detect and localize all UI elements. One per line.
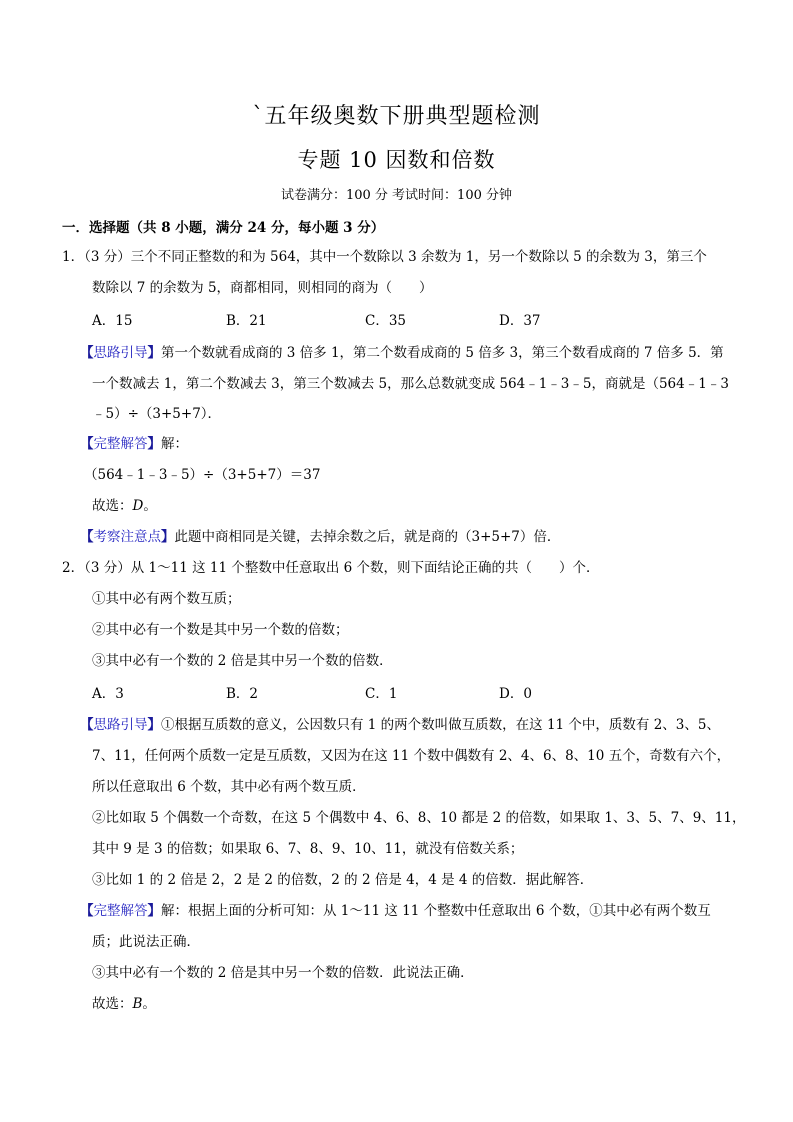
q2-hint-text-1: ①根据互质数的意义，公因数只有 1 的两个数叫做互质数，在这 11 个中，质数有 2、3、5、	[161, 717, 720, 733]
q1-option-b: B．21	[226, 313, 267, 329]
q2-stem-line-1: 2．（3 分）从 1～11 这 11 个整数中任意取出 6 个数，则下面结论正确的共（ ）个．	[62, 560, 600, 576]
hint-label: 思路引导	[93, 345, 148, 361]
q2-option-d: D．0	[499, 686, 532, 702]
document-subtitle: 专题 10 因数和倍数	[297, 148, 496, 172]
q2-solution-text-1: 解：根据上面的分析可知：从 1～11 这 11 个整数中任意取出 6 个数，①其中必有两个数互	[161, 903, 711, 919]
q1-note-line	[80, 527, 560, 547]
q2-statement-2: ②其中必有一个数是其中另一个数的倍数；	[92, 622, 349, 638]
note-label-close: 】	[161, 529, 175, 545]
hint-label: 思路引导	[93, 717, 148, 733]
q2-answer-suffix: 。	[142, 996, 156, 1012]
section-heading: 一．选择题（共 8 小题，满分 24 分，每小题 3 分）	[62, 220, 385, 236]
hint-label-open: 【	[80, 345, 94, 361]
q1-hint-text-1: 第一个数就看成商的 3 倍多 1，第二个数看成商的 5 倍多 3，第三个数看成商的 7 倍多 5．第	[161, 345, 724, 361]
solution-label-close: 】	[147, 436, 161, 452]
q2-statement-1: ①其中必有两个数互质；	[92, 591, 241, 607]
q1-answer-suffix: 。	[143, 498, 157, 514]
q1-solution-line-1	[80, 434, 188, 454]
hint-label-close: 】	[147, 345, 161, 361]
q1-stem-line-1: 1．（3 分）三个不同正整数的和为 564，其中一个数除以 3 余数为 1，另一个数除以 5 的余数为 3，第三个	[62, 249, 707, 265]
q1-answer: D	[132, 498, 144, 514]
document-title: `五年级奥数下册典型题检测	[252, 104, 541, 129]
q1-option-c: C．35	[365, 313, 407, 329]
q2-hint-line-3: 所以任意取出 6 个数，其中必有两个数互质．	[92, 779, 366, 795]
solution-label-open: 【	[80, 436, 94, 452]
q2-solution-line-3: ③其中必有一个数的 2 倍是其中另一个数的倍数．此说法正确．	[92, 965, 474, 981]
solution-label-close: 】	[147, 903, 161, 919]
q1-hint-line-2: 一个数减去 1，第二个数减去 3，第三个数减去 5，那么总数就变成 564﹣1﹣3﹣5，商就是（564﹣1﹣3	[92, 376, 729, 392]
q2-answer-line	[92, 994, 156, 1014]
solution-label: 完整解答	[93, 903, 148, 919]
q1-option-a: A．15	[92, 313, 133, 329]
q1-answer-line	[92, 496, 157, 516]
q1-answer-prefix: 故选：	[92, 498, 133, 514]
note-label: 考察注意点	[93, 529, 161, 545]
hint-label-close: 】	[147, 717, 161, 733]
q2-hint-line-1	[80, 715, 720, 735]
q2-option-a: A．3	[92, 686, 124, 702]
q2-answer: B	[132, 996, 143, 1012]
solution-label: 完整解答	[93, 436, 148, 452]
q1-solution-line-2: （564﹣1﹣3﹣5）÷（3+5+7）＝37	[84, 467, 321, 483]
q2-option-b: B．2	[226, 686, 259, 702]
q2-statement-3: ③其中必有一个数的 2 倍是其中另一个数的倍数．	[92, 653, 393, 669]
q2-solution-line-2: 质；此说法正确．	[92, 934, 200, 950]
q2-hint-line-4: ②比如取 5 个偶数一个奇数，在这 5 个偶数中 4、6、8、10 都是 2 的倍数，如果取 1、3、5、7、9、11，	[92, 810, 746, 826]
q2-answer-prefix: 故选：	[92, 996, 133, 1012]
q2-hint-line-2: 7、11，任何两个质数一定是互质数，又因为在这 11 个数中偶数有 2、4、6、8、10 五个，奇数有六个，	[92, 748, 731, 764]
q2-option-c: C．1	[365, 686, 398, 702]
q2-solution-line-1	[80, 901, 711, 921]
q1-hint-line-1	[80, 343, 724, 363]
solution-label-open: 【	[80, 903, 94, 919]
q2-hint-line-6: ③比如 1 的 2 倍是 2，2 是 2 的倍数，2 的 2 倍是 4，4 是 4 的倍数．据此解答．	[92, 872, 594, 888]
hint-label-open: 【	[80, 717, 94, 733]
q1-note-text: 此题中商相同是关键，去掉余数之后，就是商的（3+5+7）倍．	[174, 529, 561, 545]
q1-stem-line-2: 数除以 7 的余数为 5，商都相同，则相同的商为（ ）	[92, 280, 433, 296]
note-label-open: 【	[80, 529, 94, 545]
q1-hint-line-3: ﹣5）÷（3+5+7）．	[92, 406, 222, 422]
q1-option-d: D．37	[499, 313, 541, 329]
exam-meta: 试卷满分：100 分 考试时间：100 分钟	[280, 188, 513, 203]
q2-hint-line-5: 其中 9 是 3 的倍数；如果取 6、7、8、9、10、11，就没有倍数关系；	[92, 841, 524, 857]
q1-solution-text-1: 解：	[161, 436, 188, 452]
